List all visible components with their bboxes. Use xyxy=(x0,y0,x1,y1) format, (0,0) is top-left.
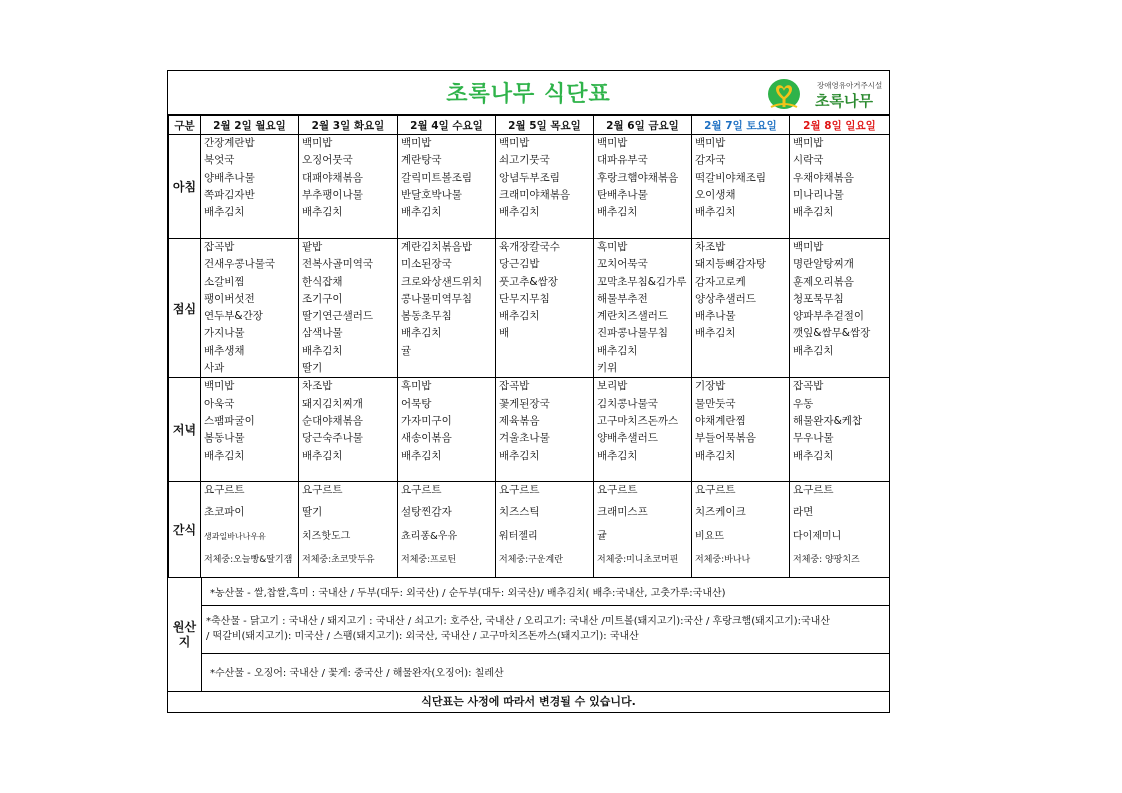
snack-item: 생과일바나나우유 xyxy=(204,532,266,542)
menu-item: 고구마치즈돈까스 xyxy=(597,414,679,427)
menu-item: 오징어뭇국 xyxy=(302,154,353,167)
menu-item: 쪽파김자반 xyxy=(204,188,255,201)
menu-item: 배추김치 xyxy=(204,449,245,462)
menu-item: 배추김치 xyxy=(499,206,540,219)
snack-item: 비요뜨 xyxy=(695,531,724,543)
menu-item: 한식잡채 xyxy=(302,275,343,288)
menu-cell xyxy=(496,135,594,239)
menu-item: 계란치즈샐러드 xyxy=(597,310,669,323)
menu-item: 당근김밥 xyxy=(499,258,540,271)
menu-table xyxy=(168,115,890,578)
origin-livestock-line2: / 떡갈비(돼지고기): 미국산 / 스팸(돼지고기): 외국산, 국내산 / 고구마치즈돈까스(돼지고기): 국내산 xyxy=(206,631,639,642)
menu-cell xyxy=(496,378,594,482)
menu-item: 양배추나물 xyxy=(204,171,255,184)
day-header-saturday: 2월 7일 토요일 xyxy=(692,116,790,135)
menu-item: 쇠고기뭇국 xyxy=(499,154,550,167)
meal-label: 저녁 xyxy=(169,378,201,482)
menu-item: 새송이볶음 xyxy=(401,432,452,445)
menu-item: 제육볶음 xyxy=(499,414,540,427)
menu-item: 배추생채 xyxy=(204,344,245,357)
menu-item: 팥밥 xyxy=(302,241,323,253)
menu-cell xyxy=(790,135,890,239)
snack-item: 다이제미니 xyxy=(793,531,842,543)
menu-item: 탄배추나물 xyxy=(597,188,648,201)
menu-item: 백미밥 xyxy=(302,137,333,149)
menu-item: 배추김치 xyxy=(499,310,540,323)
menu-item: 팽이버섯전 xyxy=(204,292,255,305)
menu-item: 차조밥 xyxy=(695,241,726,253)
menu-item: 당근숙주나물 xyxy=(302,432,363,445)
menu-item: 연두부&간장 xyxy=(204,310,263,323)
day-header: 2월 3일 화요일 xyxy=(299,116,398,135)
menu-item: 흑미밥 xyxy=(401,380,432,393)
menu-item: 아욱국 xyxy=(204,397,235,410)
menu-item: 귤 xyxy=(401,344,412,357)
day-header-sunday: 2월 8일 일요일 xyxy=(790,116,890,135)
snack-item: 치즈핫도그 xyxy=(302,531,351,543)
menu-item: 김치콩나물국 xyxy=(597,397,658,410)
menu-item: 양파부추겉절이 xyxy=(793,310,865,323)
menu-item: 백미밥 xyxy=(597,137,628,149)
menu-item: 우채야채볶음 xyxy=(793,171,854,184)
snack-cell xyxy=(398,482,496,578)
snack-item: 크래미스프 xyxy=(597,506,648,519)
snack-row xyxy=(169,482,890,578)
logo xyxy=(767,77,885,111)
menu-item: 배추김치 xyxy=(695,327,736,340)
snack-item: 요구르트 xyxy=(695,484,736,497)
menu-item: 사과 xyxy=(204,362,225,375)
snack-item: 요구르트 xyxy=(793,484,834,497)
menu-item: 후랑크햄야채볶음 xyxy=(597,171,679,184)
menu-item: 갈릭미트볼조림 xyxy=(401,171,473,184)
heart-tree-logo-icon xyxy=(767,77,801,111)
menu-item: 스팸파굴이 xyxy=(204,414,255,427)
menu-cell xyxy=(692,135,790,239)
snack-cell xyxy=(496,482,594,578)
menu-item: 미나리나물 xyxy=(793,188,844,201)
menu-item: 깻잎&쌈무&쌈장 xyxy=(793,327,871,340)
menu-item: 계란탕국 xyxy=(401,154,442,167)
snack-underweight-item: 저체중:바나나 xyxy=(695,555,751,566)
menu-item: 조기구이 xyxy=(302,292,343,305)
menu-item: 청포묵무침 xyxy=(793,292,844,305)
menu-item: 물만둣국 xyxy=(695,397,736,410)
snack-underweight-item: 저체중:초코맛두유 xyxy=(302,555,375,566)
menu-item: 백미밥 xyxy=(204,380,235,393)
menu-item: 배추김치 xyxy=(204,206,245,219)
menu-item: 배추김치 xyxy=(597,344,638,357)
menu-item: 배추김치 xyxy=(302,449,343,462)
menu-item: 해물부추전 xyxy=(597,292,648,305)
menu-item: 배추나물 xyxy=(695,310,736,323)
meal-label: 아침 xyxy=(169,135,201,239)
menu-item: 미소된장국 xyxy=(401,258,452,271)
category-header: 구분 xyxy=(169,116,201,135)
snack-item: 요구르트 xyxy=(204,484,245,497)
page-title: 초록나무 식단표 xyxy=(446,82,611,107)
menu-item: 잡곡밥 xyxy=(793,380,824,393)
snack-underweight-item: 저체중: 양팡치즈 xyxy=(793,555,860,566)
breakfast-row xyxy=(169,135,890,239)
menu-cell xyxy=(398,239,496,378)
menu-item: 단무지무침 xyxy=(499,292,550,305)
menu-item: 계란김치볶음밥 xyxy=(401,241,473,253)
menu-item: 삼색나물 xyxy=(302,327,343,340)
menu-item: 잡곡밥 xyxy=(499,380,530,393)
menu-item: 배추김치 xyxy=(401,327,442,340)
menu-item: 콩나물미역무침 xyxy=(401,292,473,305)
menu-item: 풋고추&쌈장 xyxy=(499,275,558,288)
menu-item: 야채계란찜 xyxy=(695,414,746,427)
snack-cell xyxy=(594,482,692,578)
menu-item: 배추김치 xyxy=(695,206,736,219)
menu-sheet xyxy=(167,70,890,713)
menu-cell xyxy=(594,239,692,378)
menu-cell xyxy=(201,135,299,239)
menu-item: 어묵탕 xyxy=(401,397,432,410)
menu-item: 앙념두부조림 xyxy=(499,171,560,184)
menu-item: 돼지김치찌개 xyxy=(302,397,363,410)
menu-item: 육개장칼국수 xyxy=(499,241,560,253)
snack-cell xyxy=(299,482,398,578)
snack-underweight-item: 저체중:구운계란 xyxy=(499,555,563,566)
menu-cell xyxy=(594,135,692,239)
menu-item: 배추김치 xyxy=(302,344,343,357)
snack-item: 치즈케이크 xyxy=(695,506,746,519)
menu-item: 딸기연근샐러드 xyxy=(302,310,374,323)
origin-label xyxy=(168,578,202,691)
snack-cell xyxy=(790,482,890,578)
menu-item: 봄동초무침 xyxy=(401,310,452,323)
menu-item: 반달호박나물 xyxy=(401,188,462,201)
menu-item: 배추김치 xyxy=(302,206,343,219)
snack-item: 귤 xyxy=(597,531,607,543)
menu-item: 가지나물 xyxy=(204,327,245,340)
menu-cell xyxy=(201,239,299,378)
origin-label-text: 원산지 xyxy=(172,619,197,649)
day-header: 2월 5일 목요일 xyxy=(496,116,594,135)
origin-seafood: *수산물 - 오징어: 국내산 / 꽃게: 중국산 / 해물완자(오징어): 칠레산 xyxy=(210,668,504,679)
menu-item: 부추팽이나물 xyxy=(302,188,363,201)
snack-item: 워터젤리 xyxy=(499,531,538,543)
snack-item: 요구르트 xyxy=(401,484,442,497)
footer-note: 식단표는 사정에 따라서 변경될 수 있습니다. xyxy=(168,691,889,712)
menu-item: 부들어묵볶음 xyxy=(695,432,756,445)
menu-item: 명란알탕찌개 xyxy=(793,258,854,271)
logo-subtitle: 장애영유아거주시설 xyxy=(817,81,883,90)
snack-item: 요구르트 xyxy=(597,484,638,497)
snack-item: 치즈스틱 xyxy=(499,506,540,519)
menu-item: 떡갈비야채조림 xyxy=(695,171,767,184)
menu-item: 백미밥 xyxy=(499,137,530,149)
menu-item: 보리밥 xyxy=(597,380,628,393)
menu-item: 백미밥 xyxy=(695,137,726,149)
menu-item: 가자미구이 xyxy=(401,414,452,427)
menu-cell xyxy=(299,135,398,239)
menu-item: 시락국 xyxy=(793,154,824,167)
menu-item: 딸기 xyxy=(302,362,323,375)
snack-item: 딸기 xyxy=(302,506,323,519)
menu-item: 크래미야채볶음 xyxy=(499,188,571,201)
meal-label: 점심 xyxy=(169,239,201,378)
lunch-row xyxy=(169,239,890,378)
menu-item: 꽃게된장국 xyxy=(499,397,550,410)
menu-item: 봄동나물 xyxy=(204,432,245,445)
menu-cell xyxy=(398,378,496,482)
menu-item: 배추김치 xyxy=(793,449,834,462)
menu-cell xyxy=(496,239,594,378)
menu-cell xyxy=(692,239,790,378)
menu-cell xyxy=(201,378,299,482)
day-header: 2월 2일 월요일 xyxy=(201,116,299,135)
menu-item: 배 xyxy=(499,327,510,340)
menu-item: 무우나물 xyxy=(793,432,834,445)
menu-item: 건새우콩나물국 xyxy=(204,258,276,271)
menu-item: 오이생채 xyxy=(695,188,736,201)
snack-label: 간식 xyxy=(169,482,201,578)
header-row xyxy=(169,116,890,135)
menu-item: 백미밥 xyxy=(793,137,824,149)
menu-item: 키위 xyxy=(597,362,618,375)
menu-item: 배추김치 xyxy=(597,206,638,219)
menu-item: 흑미밥 xyxy=(597,241,628,253)
snack-cell xyxy=(201,482,299,578)
menu-item: 배추김치 xyxy=(793,344,834,357)
menu-item: 잡곡밥 xyxy=(204,241,235,253)
menu-item: 우동 xyxy=(793,397,814,410)
title-bar xyxy=(168,71,889,115)
menu-item: 돼지등뼈감자탕 xyxy=(695,258,767,271)
menu-item: 해물완자&케찹 xyxy=(793,414,863,427)
menu-item: 대패야채볶음 xyxy=(302,171,363,184)
day-header: 2월 6일 금요일 xyxy=(594,116,692,135)
snack-underweight-item: 저체중:미니초코머핀 xyxy=(597,555,679,566)
menu-cell xyxy=(692,378,790,482)
menu-item: 양상추샐러드 xyxy=(695,292,756,305)
menu-item: 순대야채볶음 xyxy=(302,414,363,427)
menu-item: 백미밥 xyxy=(401,137,432,149)
menu-item: 배추김치 xyxy=(499,449,540,462)
menu-item: 꼬막초무침&김가루 xyxy=(597,275,687,288)
menu-item: 꼬치어묵국 xyxy=(597,258,648,271)
menu-cell xyxy=(594,378,692,482)
menu-item: 배추김치 xyxy=(597,449,638,462)
snack-item: 요구르트 xyxy=(302,484,343,497)
snack-underweight-item: 저체중:프로틴 xyxy=(401,555,457,566)
dinner-row xyxy=(169,378,890,482)
menu-item: 간장계란밥 xyxy=(204,137,255,149)
menu-item: 백미밥 xyxy=(793,241,824,253)
menu-item: 배추김치 xyxy=(695,449,736,462)
menu-item: 배추김치 xyxy=(401,449,442,462)
origin-section xyxy=(168,577,889,691)
menu-cell xyxy=(398,135,496,239)
snack-item: 쵸리퐁&우유 xyxy=(401,531,458,543)
snack-item: 요구르트 xyxy=(499,484,540,497)
menu-cell xyxy=(790,378,890,482)
snack-cell xyxy=(692,482,790,578)
menu-cell xyxy=(299,378,398,482)
menu-item: 훈제오리볶음 xyxy=(793,275,854,288)
menu-item: 대파유부국 xyxy=(597,154,648,167)
menu-item: 양배추샐러드 xyxy=(597,432,658,445)
snack-underweight-item: 저체중:오늘빵&딸기잼 xyxy=(204,555,293,566)
snack-item: 설탕찐감자 xyxy=(401,506,452,519)
origin-agricultural: *농산물 - 쌀,찹쌀,흑미 : 국내산 / 두부(대두: 외국산) / 순두부(대두: 외국산)/ 배추김치( 배추:국내산, 고춧가루:국내산) xyxy=(202,578,889,606)
menu-item: 전복사골미역국 xyxy=(302,258,374,271)
snack-item: 라면 xyxy=(793,506,814,519)
day-header: 2월 4일 수요일 xyxy=(398,116,496,135)
menu-item: 겨울초나물 xyxy=(499,432,550,445)
menu-cell xyxy=(790,239,890,378)
snack-item: 초코파이 xyxy=(204,506,245,519)
menu-item: 배추김치 xyxy=(793,206,834,219)
menu-item: 감자고로케 xyxy=(695,275,746,288)
menu-item: 북엇국 xyxy=(204,154,235,167)
menu-item: 기장밥 xyxy=(695,380,726,393)
menu-item: 소갈비찜 xyxy=(204,275,245,288)
origin-livestock-line1: *축산물 - 닭고기 : 국내산 / 돼지고기 : 국내산 / 쇠고기: 호주산, 국내산 / 오리고기: 국내산 /미트볼(돼지고기):국산 / 후랑크햄(돼지고기):국내산 xyxy=(206,616,830,627)
menu-item: 크로와상샌드위치 xyxy=(401,275,483,288)
menu-cell xyxy=(299,239,398,378)
menu-item: 감자국 xyxy=(695,154,726,167)
origin-livestock xyxy=(202,606,889,654)
logo-name: 초록나무 xyxy=(815,92,873,110)
menu-item: 진파콩나물무침 xyxy=(597,327,669,340)
menu-item: 차조밥 xyxy=(302,380,333,393)
menu-item: 배추김치 xyxy=(401,206,442,219)
